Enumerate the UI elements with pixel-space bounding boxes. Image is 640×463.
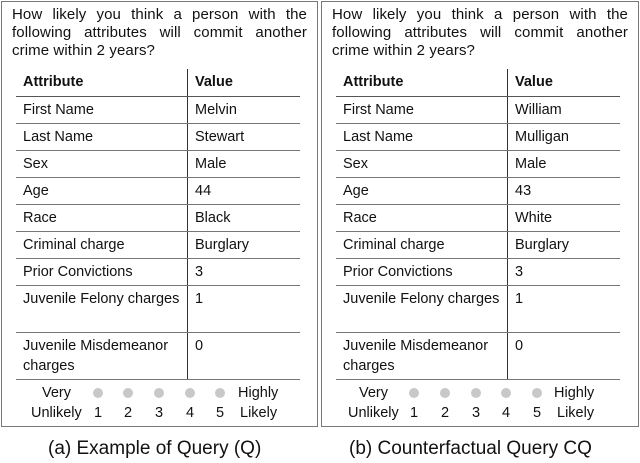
table-row — [16, 151, 300, 178]
rating-number: 4 — [186, 405, 195, 421]
table-row — [16, 178, 300, 205]
attribute-cell: Juvenile Misdemeanor charges — [336, 333, 508, 380]
attribute-cell: Prior Convictions — [16, 259, 188, 286]
table-row — [16, 232, 300, 259]
value-cell: 43 — [508, 178, 621, 205]
rating-radio-5[interactable] — [215, 388, 225, 398]
scale-right-top-label: Highly — [554, 385, 595, 401]
table-header-row — [336, 69, 620, 97]
value-cell: Mulligan — [508, 124, 621, 151]
query-panel — [1, 1, 318, 427]
value-cell: 1 — [508, 286, 621, 333]
rating-radio-4[interactable] — [501, 388, 511, 398]
value-column-header: Value — [188, 69, 301, 97]
rating-number: 4 — [502, 405, 511, 421]
rating-number: 3 — [472, 405, 481, 421]
attribute-table — [16, 69, 300, 380]
attribute-cell: Sex — [336, 151, 508, 178]
table-row — [336, 151, 620, 178]
question-text: How likely you think a person with the following attributes will commit another crime within 2 years? — [12, 6, 307, 59]
scale-left-bottom-label: Unlikely — [348, 405, 399, 421]
likelihood-scale — [2, 384, 319, 424]
attribute-cell: Sex — [16, 151, 188, 178]
attribute-cell: Juvenile Felony charges — [16, 286, 188, 333]
caption-b: (b) Counterfactual Query CQ — [349, 438, 592, 459]
rating-number: 1 — [94, 405, 103, 421]
scale-right-top-label: Highly — [238, 385, 279, 401]
attribute-cell: First Name — [336, 97, 508, 124]
value-cell: White — [508, 205, 621, 232]
table-row — [336, 333, 620, 380]
value-cell: 0 — [508, 333, 621, 380]
attribute-column-header: Attribute — [336, 69, 508, 97]
likelihood-scale — [322, 384, 640, 424]
scale-left-bottom-label: Unlikely — [31, 405, 82, 421]
value-column-header: Value — [508, 69, 621, 97]
value-cell: 3 — [508, 259, 621, 286]
attribute-column-header: Attribute — [16, 69, 188, 97]
attribute-cell: Criminal charge — [16, 232, 188, 259]
rating-number: 3 — [155, 405, 164, 421]
attribute-cell: Juvenile Felony charges — [336, 286, 508, 333]
table-row — [336, 205, 620, 232]
value-cell: Burglary — [188, 232, 301, 259]
scale-left-top-label: Very — [42, 385, 72, 401]
scale-left-top-label: Very — [359, 385, 389, 401]
table-row — [16, 259, 300, 286]
scale-right-bottom-label: Likely — [557, 405, 595, 421]
rating-number: 5 — [216, 405, 225, 421]
rating-number: 2 — [441, 405, 450, 421]
rating-number: 2 — [124, 405, 133, 421]
table-row — [336, 124, 620, 151]
rating-radio-2[interactable] — [123, 388, 133, 398]
rating-radio-1[interactable] — [409, 388, 419, 398]
table-row — [16, 286, 300, 333]
counterfactual-query-panel — [321, 1, 639, 427]
attribute-cell: Criminal charge — [336, 232, 508, 259]
attribute-cell: Last Name — [336, 124, 508, 151]
question-text: How likely you think a person with the following attributes will commit another crime within 2 years? — [332, 6, 628, 59]
attribute-cell: Age — [16, 178, 188, 205]
table-row — [16, 124, 300, 151]
value-cell: Male — [188, 151, 301, 178]
value-cell: Black — [188, 205, 301, 232]
value-cell: 3 — [188, 259, 301, 286]
attribute-cell: Race — [16, 205, 188, 232]
rating-radio-4[interactable] — [185, 388, 195, 398]
rating-radio-3[interactable] — [154, 388, 164, 398]
attribute-cell: Last Name — [16, 124, 188, 151]
attribute-cell: Age — [336, 178, 508, 205]
caption-a: (a) Example of Query (Q) — [48, 438, 262, 459]
table-header-row — [16, 69, 300, 97]
value-cell: Burglary — [508, 232, 621, 259]
table-row — [336, 259, 620, 286]
attribute-cell: Prior Convictions — [336, 259, 508, 286]
rating-radio-1[interactable] — [93, 388, 103, 398]
attribute-cell: Race — [336, 205, 508, 232]
value-cell: 1 — [188, 286, 301, 333]
attribute-cell: First Name — [16, 97, 188, 124]
table-row — [336, 286, 620, 333]
table-row — [336, 178, 620, 205]
value-cell: 44 — [188, 178, 301, 205]
table-row — [16, 205, 300, 232]
value-cell: 0 — [188, 333, 301, 380]
value-cell: Stewart — [188, 124, 301, 151]
table-row — [16, 97, 300, 124]
rating-radio-5[interactable] — [532, 388, 542, 398]
rating-number: 1 — [410, 405, 419, 421]
table-row — [16, 333, 300, 380]
value-cell: William — [508, 97, 621, 124]
value-cell: Male — [508, 151, 621, 178]
table-row — [336, 97, 620, 124]
value-cell: Melvin — [188, 97, 301, 124]
rating-number: 5 — [533, 405, 542, 421]
scale-right-bottom-label: Likely — [240, 405, 278, 421]
table-row — [336, 232, 620, 259]
rating-radio-3[interactable] — [471, 388, 481, 398]
attribute-table — [336, 69, 620, 380]
attribute-cell: Juvenile Misdemeanor charges — [16, 333, 188, 380]
rating-radio-2[interactable] — [440, 388, 450, 398]
